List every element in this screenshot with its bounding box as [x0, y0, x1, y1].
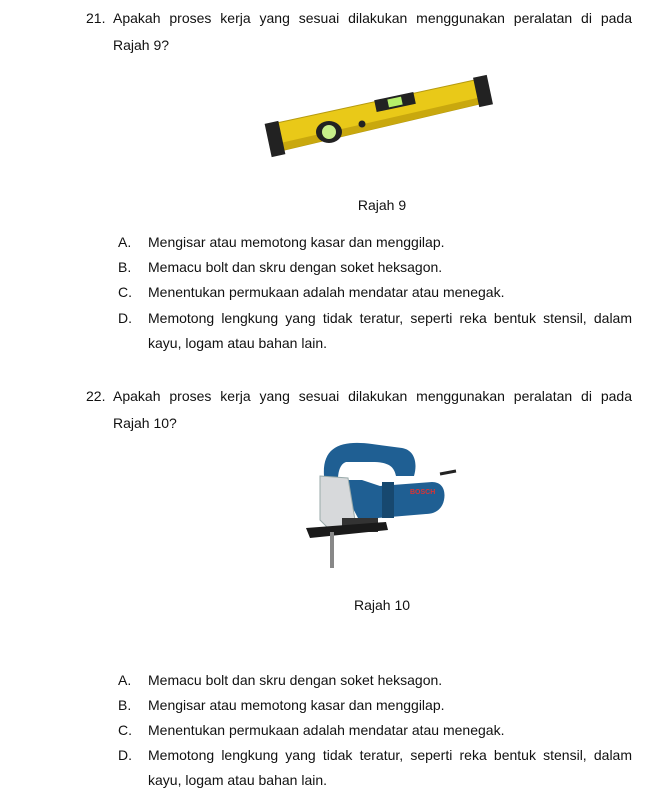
- option-letter: A.: [118, 672, 132, 688]
- question-22-stem-line1: Apakah proses kerja yang sesuai dilakukan menggunakan peralatan di pada: [113, 388, 632, 404]
- option-text: Memotong lengkung yang tidak teratur, seperti reka bentuk stensil, dalam: [148, 747, 632, 763]
- option-text-continued: kayu, logam atau bahan lain.: [148, 335, 328, 351]
- option-letter: B.: [118, 697, 132, 713]
- option-text: Memacu bolt dan skru dengan soket heksagon.: [148, 259, 443, 275]
- bosch-logo: BOSCH: [410, 489, 436, 496]
- option-letter: B.: [118, 259, 132, 275]
- option-letter: C.: [118, 284, 132, 300]
- option-text: Menentukan permukaan adalah mendatar atau menegak.: [148, 284, 505, 300]
- spirit-level-icon: [262, 72, 498, 166]
- question-21-stem-line2: Rajah 9?: [113, 37, 170, 53]
- option-text: Mengisar atau memotong kasar dan menggilap.: [148, 234, 445, 250]
- option-letter: A.: [118, 234, 132, 250]
- option-letter: D.: [118, 747, 132, 763]
- option-text: Memacu bolt dan skru dengan soket heksagon.: [148, 672, 443, 688]
- option-text: Memotong lengkung yang tidak teratur, seperti reka bentuk stensil, dalam: [148, 310, 632, 326]
- question-21-number: 21.: [86, 10, 106, 26]
- jigsaw-icon: [302, 436, 458, 576]
- option-letter: C.: [118, 722, 132, 738]
- question-22-number: 22.: [86, 388, 106, 404]
- option-text-continued: kayu, logam atau bahan lain.: [148, 772, 328, 788]
- question-21-stem-line1: Apakah proses kerja yang sesuai dilakukan menggunakan peralatan di pada: [113, 10, 632, 26]
- figure-caption-rajah-9: Rajah 9: [357, 197, 407, 213]
- question-22-stem-line2: Rajah 10?: [113, 415, 177, 431]
- figure-caption-rajah-10: Rajah 10: [353, 597, 411, 613]
- option-text: Mengisar atau memotong kasar dan menggilap.: [148, 697, 445, 713]
- option-text: Menentukan permukaan adalah mendatar atau menegak.: [148, 722, 505, 738]
- option-letter: D.: [118, 310, 132, 326]
